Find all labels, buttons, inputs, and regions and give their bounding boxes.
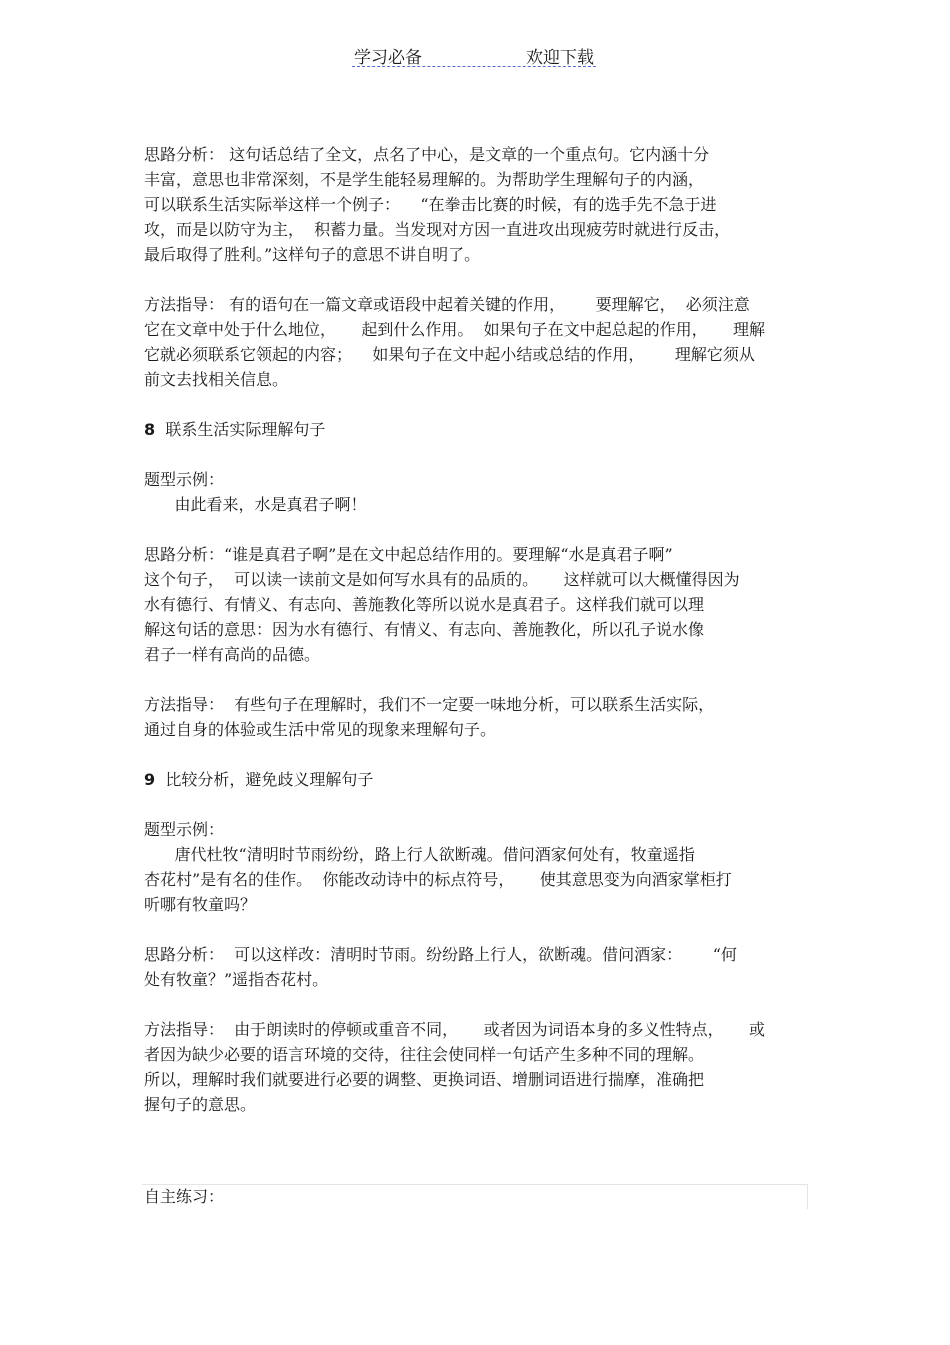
paragraph: [144, 142, 812, 267]
paragraph: [144, 692, 812, 742]
paragraph-gap: [144, 392, 812, 417]
text-line: 通过自身的体验或生活中常见的现象来理解句子。: [144, 720, 497, 739]
paragraph: [144, 542, 812, 667]
text-line: 它就必须联系它领起的内容； 如果句子在文中起小结或总结的作用， 理解它须从: [144, 345, 755, 364]
section-title: 比较分析，避免歧义理解句子: [155, 770, 374, 789]
text-line: 方法指导： 有的语句在一篇文章或语段中起着关键的作用， 要理解它， 必须注意: [144, 295, 750, 314]
text-line: 方法指导： 有些句子在理解时，我们不一定要一味地分析，可以联系生活实际，: [144, 695, 715, 714]
practice-section: [142, 1184, 808, 1209]
text-line: 君子一样有高尚的品德。: [144, 645, 321, 664]
text-line: 握句子的意思。: [144, 1095, 257, 1114]
text-line: 者因为缺少必要的语言环境的交待，往往会使同样一句话产生多种不同的理解。: [144, 1045, 705, 1064]
paragraph-gap: [144, 667, 812, 692]
section-number: 8: [144, 420, 156, 439]
text-line: 题型示例：: [144, 470, 225, 489]
document-body: [144, 142, 812, 1117]
text-line: 可以联系生活实际举这样一个例子： “在拳击比赛的时候，有的选手先不急于进: [144, 195, 717, 214]
paragraph: [144, 467, 812, 517]
text-line: 这个句子， 可以读一读前文是如何写水具有的品质的。 这样就可以大概懂得因为: [144, 570, 740, 589]
paragraph-gap: [144, 517, 812, 542]
text-line: 处有牧童？”遥指杏花村。: [144, 970, 329, 989]
header-left-text: 学习必备: [354, 48, 422, 68]
section-heading: [144, 767, 812, 792]
text-line: 唐代杜牧“清明时节雨纷纷，路上行人欲断魂。借问酒家何处有，牧童遥指: [144, 845, 695, 864]
paragraph: [144, 942, 812, 992]
text-line: 思路分析： 这句话总结了全文，点名了中心，是文章的一个重点句。它内涵十分: [144, 145, 710, 164]
text-line: 它在文章中处于什么地位， 起到什么作用。 如果句子在文中起总起的作用， 理解: [144, 320, 766, 339]
paragraph-gap: [144, 442, 812, 467]
paragraph: [144, 817, 812, 917]
text-line: 由此看来，水是真君子啊！: [144, 495, 367, 514]
paragraph: [144, 292, 812, 392]
text-line: 丰富，意思也非常深刻，不是学生能轻易理解的。为帮助学生理解句子的内涵，: [144, 170, 705, 189]
section-title: 联系生活实际理解句子: [155, 420, 326, 439]
paragraph-gap: [144, 992, 812, 1017]
text-line: 水有德行、有情义、有志向、善施教化等所以说水是真君子。这样我们就可以理: [144, 595, 705, 614]
text-line: 思路分析：“谁是真君子啊”是在文中起总结作用的。要理解“水是真君子啊”: [144, 545, 673, 564]
paragraph-gap: [144, 917, 812, 942]
page-header: [352, 40, 596, 67]
section-number: 9: [144, 770, 156, 789]
text-line: 方法指导： 由于朗读时的停顿或重音不同， 或者因为词语本身的多义性特点， 或: [144, 1020, 766, 1039]
text-line: 解这句话的意思：因为水有德行、有情义、有志向、善施教化，所以孔子说水像: [144, 620, 705, 639]
text-line: 思路分析： 可以这样改：清明时节雨。纷纷路上行人，欲断魂。借问酒家： “何: [144, 945, 737, 964]
paragraph-gap: [144, 792, 812, 817]
text-line: 最后取得了胜利。”这样句子的意思不讲自明了。: [144, 245, 481, 264]
text-line: 攻，而是以防守为主， 积蓄力量。当发现对方因一直进攻出现疲劳时就进行反击，: [144, 220, 731, 239]
text-line: 所以，理解时我们就要进行必要的调整、更换词语、增删词语进行揣摩，准确把: [144, 1070, 705, 1089]
header-right-text: 欢迎下载: [526, 48, 594, 68]
text-line: 杏花村”是有名的佳作。 你能改动诗中的标点符号， 使其意思变为向酒家掌柜打: [144, 870, 732, 889]
text-line: 题型示例：: [144, 820, 225, 839]
paragraph-gap: [144, 267, 812, 292]
section-heading: [144, 417, 812, 442]
text-line: 前文去找相关信息。: [144, 370, 289, 389]
text-line: 听哪有牧童吗？: [144, 895, 257, 914]
paragraph-gap: [144, 742, 812, 767]
paragraph: [144, 1017, 812, 1117]
practice-label: 自主练习：: [144, 1187, 225, 1206]
